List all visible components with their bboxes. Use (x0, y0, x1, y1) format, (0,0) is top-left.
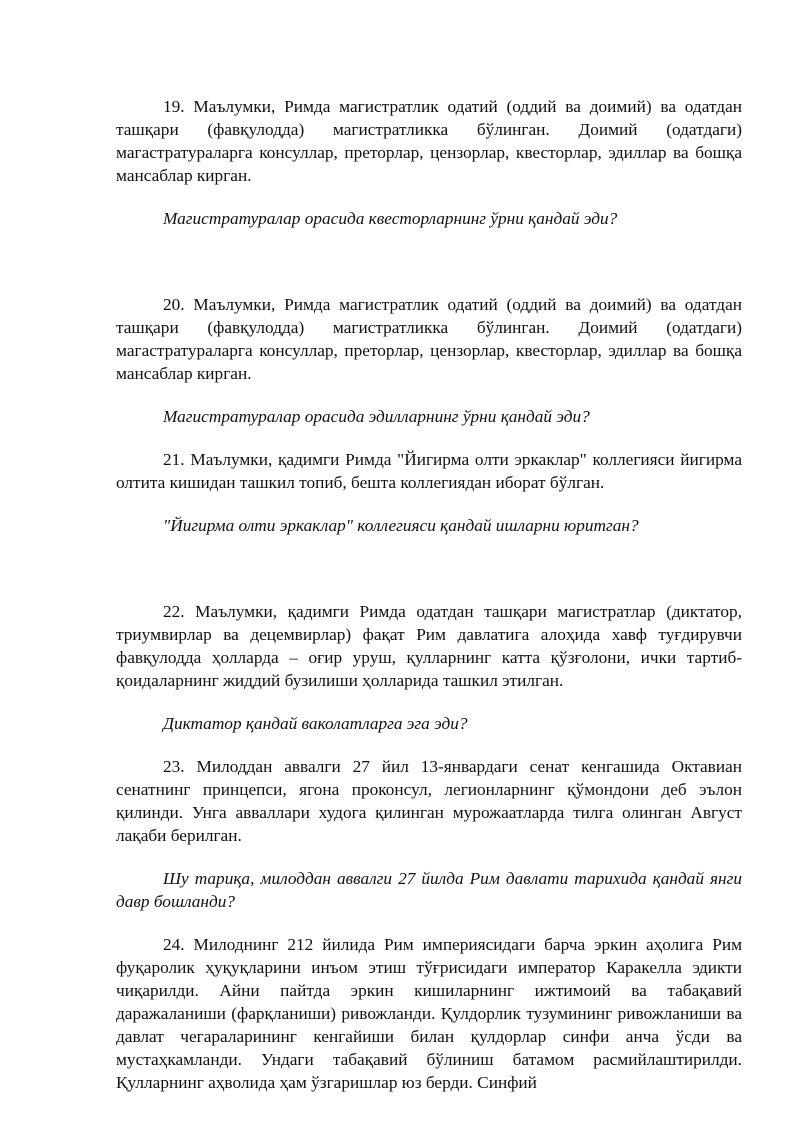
question-21: "Йигирма олти эркаклар" коллегияси қандай ишларни юритган? (163, 516, 639, 535)
spacer (116, 537, 742, 600)
paragraph-19: 19. Маълумки, Римда магистратлик одатий (оддий ва доимий) ва одатдан ташқари (фавқулодда) магистратликка бўлинган. Доимий (одатдаги) магастратураларга консуллар, преторлар, цензорлар, квесторлар, эдиллар ва бошқа мансаблар кирган. (116, 97, 742, 185)
spacer (116, 385, 742, 405)
document-page (116, 95, 742, 1094)
spacer (116, 692, 742, 712)
spacer (116, 428, 742, 448)
spacer (116, 230, 742, 293)
spacer (116, 187, 742, 207)
spacer (116, 913, 742, 933)
paragraph-23: 23. Милоддан аввалги 27 йил 13-январдаги сенат кенгашида Октавиан сенатнинг принцепси, ягона проконсул, легионларнинг қўмондони деб эълон қилинди. Унга авваллари худога қилинган мурожаатларда тилга олинган Август лақаби берилган. (116, 757, 742, 845)
paragraph-21: 21. Маълумки, қадимги Римда "Йигирма олти эркаклар" коллегияси йигирма олтита кишидан ташкил топиб, бешта коллегиядан иборат бўлган. (116, 450, 742, 492)
spacer (116, 847, 742, 867)
paragraph-24: 24. Милоднинг 212 йилида Рим империясидаги барча эркин аҳолига Рим фуқаролик ҳуқуқларини инъом этиш тўғрисидаги император Каракелла эдикти чиқарилди. Айни пайтда эркин кишиларнинг ижтимоий ва табақавий даражаланиши (фарқланиши) ривожланди. Қулдорлик тузумининг ривожланиши ва давлат чегараларининг кенгайиши билан қулдорлар синфи анча ўсди ва мустаҳкамланди. Ундаги табақавий бўлиниш батамом расмийлаштирилди. Қулларнинг аҳволида ҳам ўзгаришлар юз берди. Синфий (116, 935, 742, 1092)
spacer (116, 735, 742, 755)
spacer (116, 494, 742, 514)
question-20: Магистратуралар орасида эдилларнинг ўрни қандай эди? (163, 407, 590, 426)
question-22: Диктатор қандай ваколатларга эга эди? (163, 714, 468, 733)
paragraph-22: 22. Маълумки, қадимги Римда одатдан ташқари магистратлар (диктатор, триумвирлар ва децемвирлар) фақат Рим давлатига алоҳида хавф туғдирувчи фавқулодда ҳолларда – оғир уруш, қулларнинг катта қўзғолони, ички тартиб-қоидаларнинг жиддий бузилиши ҳолларида ташкил этилган. (116, 602, 742, 690)
question-19: Магистратуралар орасида квесторларнинг ўрни қандай эди? (163, 209, 618, 228)
paragraph-20: 20. Маълумки, Римда магистратлик одатий (оддий ва доимий) ва одатдан ташқари (фавқулодда) магистратликка бўлинган. Доимий (одатдаги) магастратураларга консуллар, преторлар, цензорлар, квесторлар, эдиллар ва бошқа мансаблар кирган. (116, 295, 742, 383)
question-23: Шу тариқа, милоддан аввалги 27 йилда Рим давлати тарихида қандай янги давр бошланди? (116, 869, 742, 911)
